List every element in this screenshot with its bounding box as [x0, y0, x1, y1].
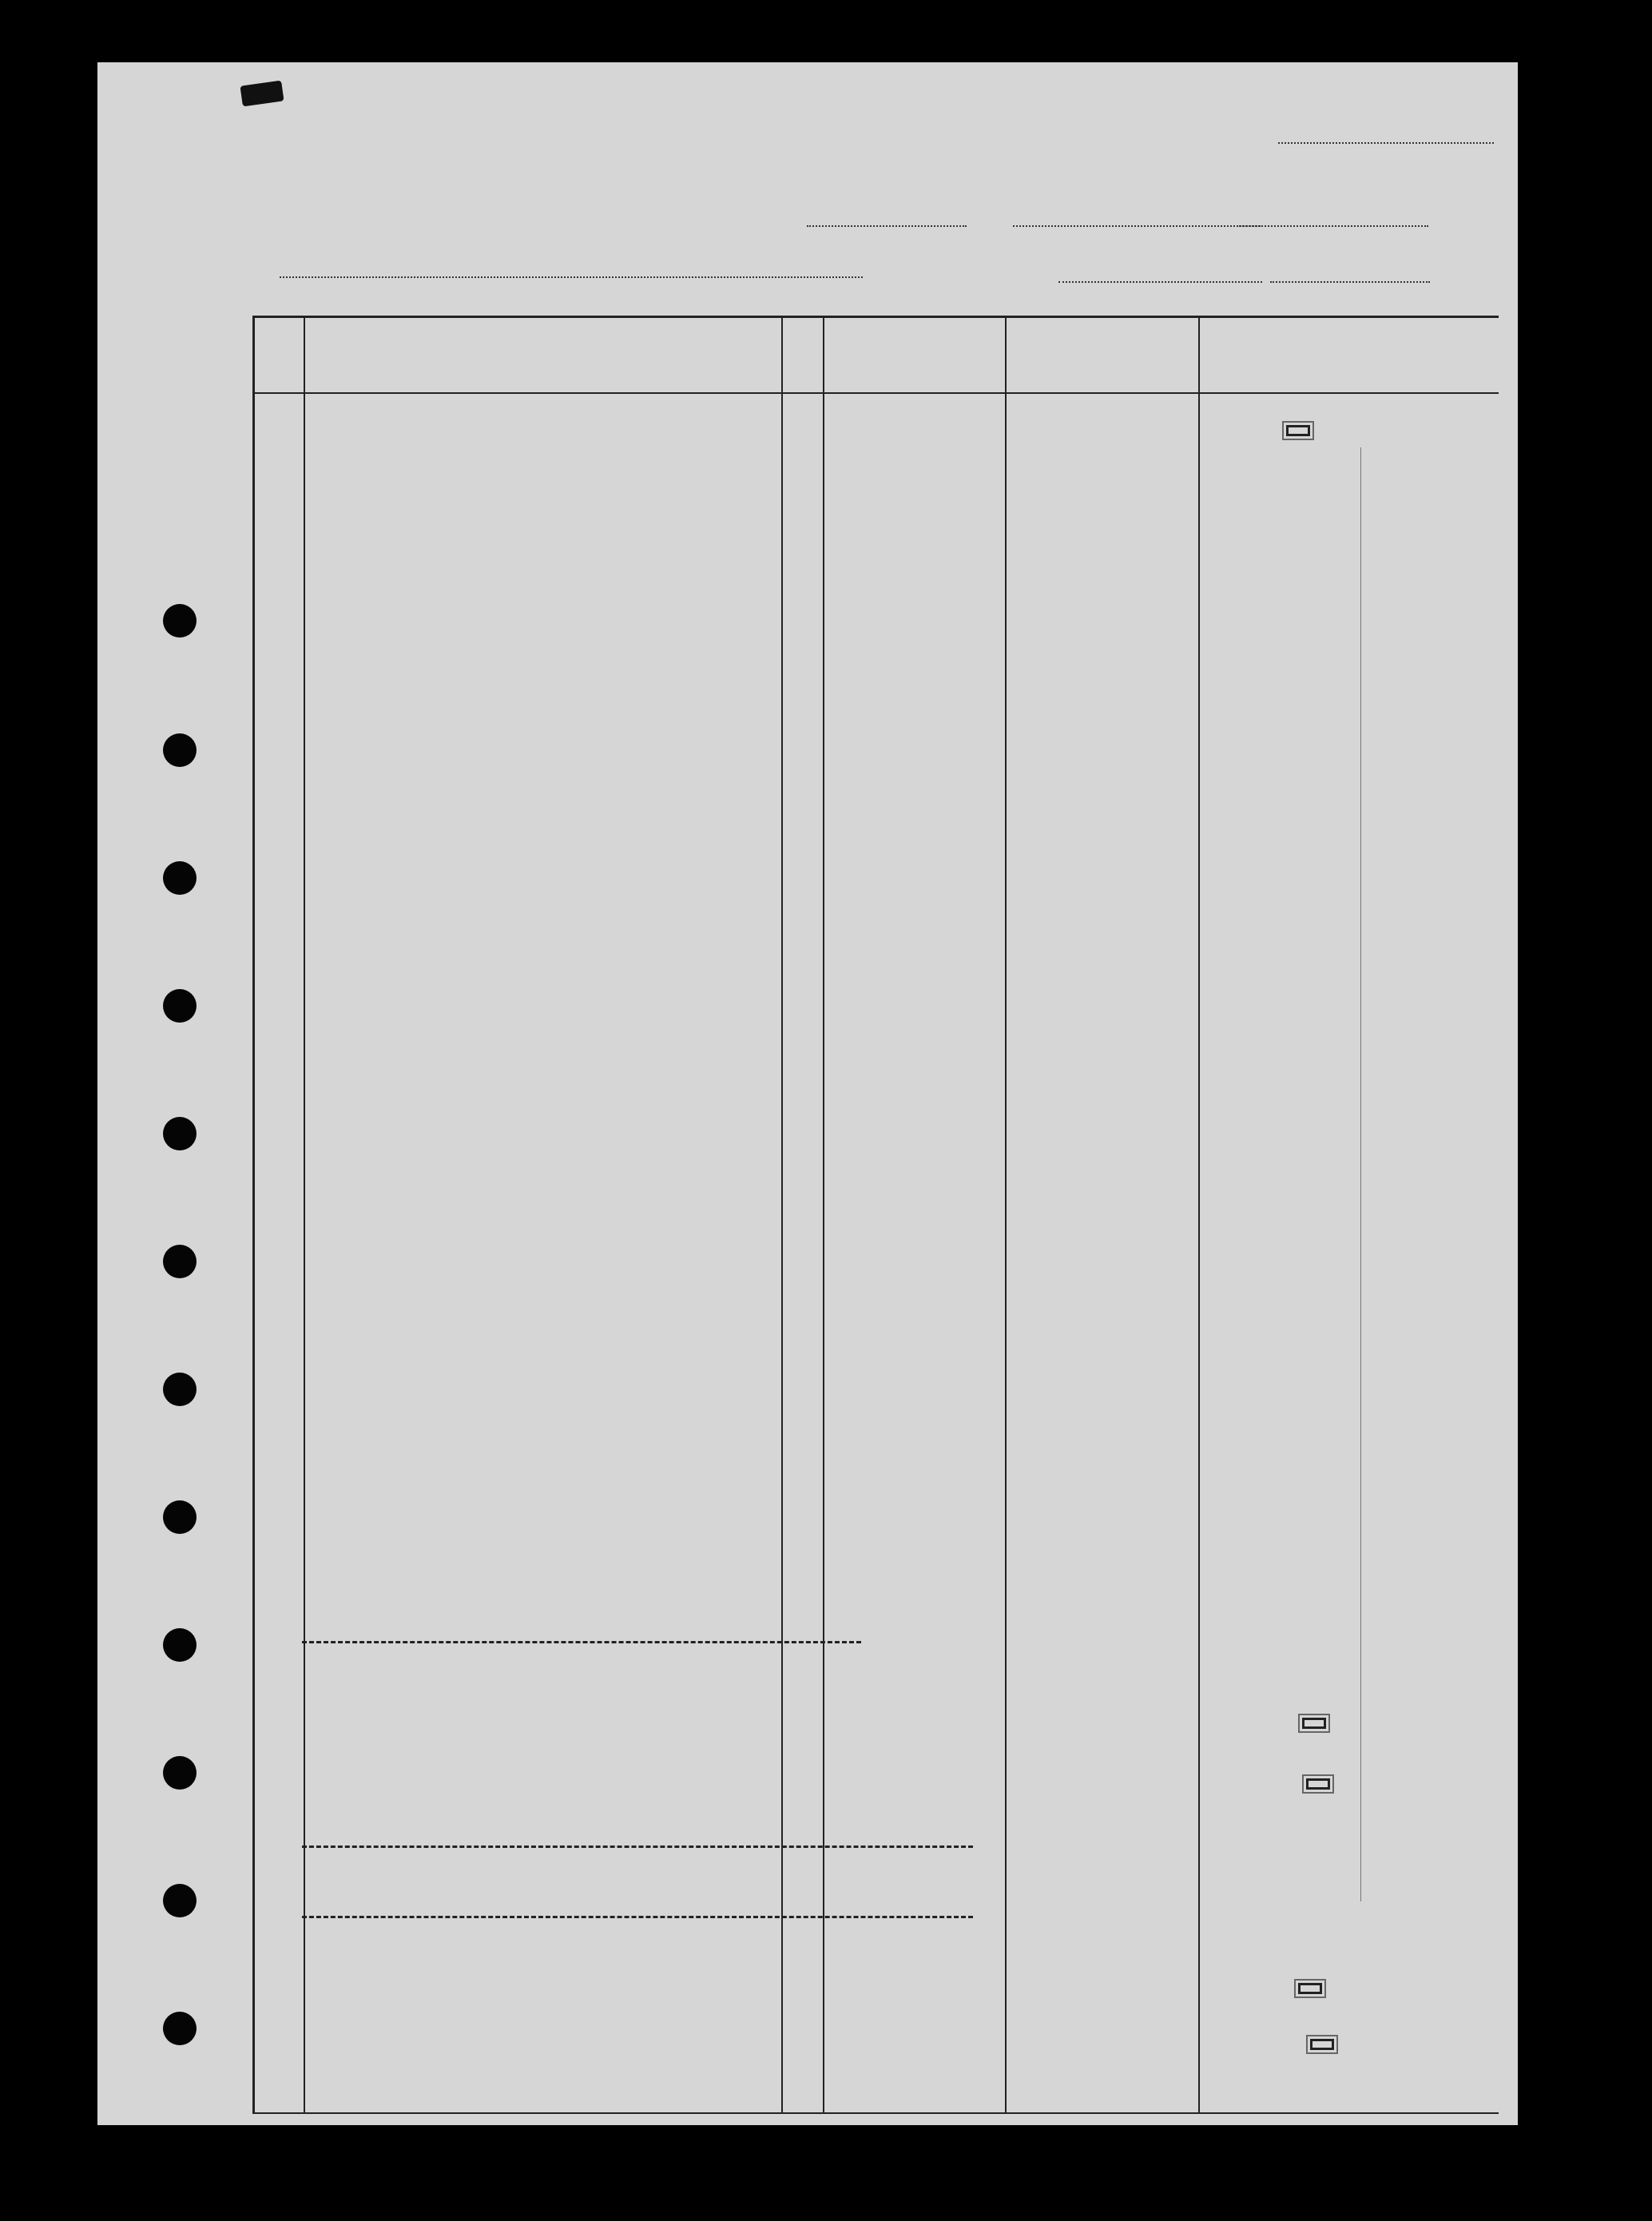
strike-line [302, 1916, 973, 1918]
punch-hole [163, 1245, 197, 1278]
table-left-border [252, 316, 255, 2114]
col-divider [823, 316, 824, 2114]
punch-hole [163, 861, 197, 895]
table-header-rule [252, 392, 1499, 394]
us-cit-stamp [1286, 425, 1310, 436]
strike-line [302, 1641, 861, 1643]
table-top-border [252, 316, 1499, 318]
punch-hole [163, 1756, 197, 1790]
punch-hole [163, 1628, 197, 1662]
us-cit-stamp [1302, 1718, 1326, 1729]
col-divider [1198, 316, 1200, 2114]
punch-hole [163, 989, 197, 1023]
punch-hole [163, 733, 197, 767]
punch-hole [163, 1500, 197, 1534]
punch-hole [163, 604, 197, 638]
punch-hole [163, 1884, 197, 1917]
punch-hole [163, 2012, 197, 2045]
strike-line [302, 1846, 973, 1848]
us-cit-stamp [1306, 1778, 1330, 1790]
col-divider [1005, 316, 1007, 2114]
col-divider [304, 316, 305, 2114]
us-cit-stamp [1310, 2039, 1334, 2050]
punch-hole [163, 1117, 197, 1150]
document-page [97, 62, 1518, 2125]
col-divider [781, 316, 783, 2114]
table-bottom-border [252, 2112, 1499, 2114]
us-cit-stamp [1298, 1983, 1322, 1994]
margin-check-line [1360, 447, 1361, 1901]
punch-hole [163, 1373, 197, 1406]
